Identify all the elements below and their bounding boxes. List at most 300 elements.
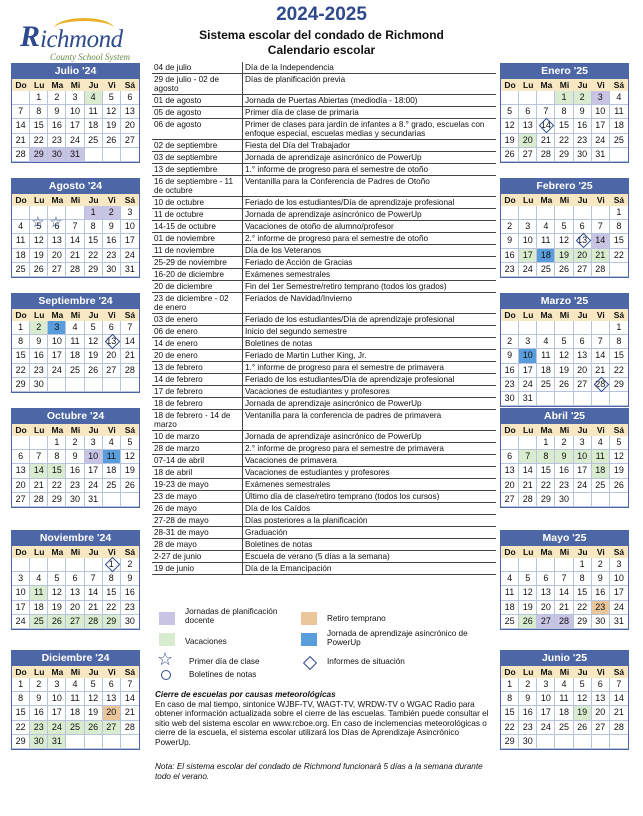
- day-cell: 29: [610, 378, 628, 392]
- month-title: Marzo '25: [501, 294, 628, 309]
- day-cell: 21: [610, 706, 628, 720]
- weekday-label: Lu: [34, 310, 45, 320]
- day-cell: [574, 493, 592, 507]
- day-cell: 31: [85, 493, 103, 507]
- day-cell: 18: [66, 706, 84, 720]
- day-cell: 21: [30, 479, 48, 493]
- day-cell: 10: [610, 572, 628, 586]
- day-cell: 27: [574, 263, 592, 277]
- day-cell: 19: [555, 249, 573, 263]
- event-row: [152, 467, 496, 479]
- day-cell: [66, 206, 84, 220]
- day-cell: 23: [501, 378, 519, 392]
- day-cell: 7: [121, 678, 139, 692]
- day-cell: [592, 321, 610, 335]
- day-cell: 25: [592, 479, 610, 493]
- legend-vacation-label: Vacaciones: [185, 637, 227, 646]
- day-cell: 21: [537, 134, 555, 148]
- event-row: [152, 563, 496, 575]
- day-cell: 11: [501, 586, 519, 600]
- day-grid: [501, 436, 628, 507]
- day-cell: 19: [519, 601, 537, 615]
- month-title: Julio '24: [12, 64, 139, 79]
- weekday-label: Mi: [70, 310, 81, 320]
- day-cell: 17: [592, 119, 610, 133]
- day-cell: 12: [85, 335, 103, 349]
- day-cell: 29: [48, 493, 66, 507]
- district-title: Sistema escolar del condado de Richmond: [199, 28, 444, 42]
- day-cell: 11: [12, 234, 30, 248]
- day-cell: 18: [537, 249, 555, 263]
- day-cell: 3: [66, 91, 84, 105]
- day-cell: 28: [610, 721, 628, 735]
- day-cell: 13: [48, 234, 66, 248]
- month-title: Octubre '24: [12, 409, 139, 424]
- weekday-label: Do: [15, 547, 27, 557]
- day-cell: 2: [30, 321, 48, 335]
- weekday-label: Vi: [107, 310, 116, 320]
- day-cell: 1: [610, 206, 628, 220]
- weekday-label: Do: [15, 667, 27, 677]
- day-cell: 3: [574, 436, 592, 450]
- day-cell: 1: [501, 678, 519, 692]
- event-description: Jornada de aprendizaje asincrónico de PowerUp: [242, 431, 496, 442]
- day-cell: [537, 206, 555, 220]
- day-cell: 1: [555, 91, 573, 105]
- weekday-header-row: [501, 666, 628, 678]
- weekday-label: Lu: [523, 310, 534, 320]
- day-cell: 21: [555, 601, 573, 615]
- event-date: 06 de agosto: [154, 120, 202, 129]
- day-cell: 16: [30, 706, 48, 720]
- weekday-label: Mi: [559, 80, 570, 90]
- day-cell: [519, 91, 537, 105]
- event-description: Último día de clase/retiro temprano (todos los cursos): [242, 491, 496, 502]
- day-cell: 6: [103, 321, 121, 335]
- day-cell: 21: [592, 364, 610, 378]
- day-cell: 26: [85, 721, 103, 735]
- day-cell: 27: [537, 615, 555, 629]
- event-row: [152, 209, 496, 221]
- event-row: [152, 314, 496, 326]
- day-cell: 10: [12, 586, 30, 600]
- day-cell: 17: [66, 119, 84, 133]
- day-cell: 9: [592, 572, 610, 586]
- month-title: Noviembre '24: [12, 531, 139, 546]
- weekday-label: Vi: [107, 667, 116, 677]
- day-cell: [501, 206, 519, 220]
- event-row: [152, 221, 496, 233]
- day-cell: 28: [30, 493, 48, 507]
- day-cell: 24: [48, 721, 66, 735]
- weekday-header-row: [12, 79, 139, 91]
- day-cell: 4: [85, 91, 103, 105]
- day-cell: 2: [30, 678, 48, 692]
- month-title: Mayo '25: [501, 531, 628, 546]
- weekday-label: Vi: [596, 80, 605, 90]
- weekday-label: Ma: [51, 80, 64, 90]
- weekday-label: Lu: [34, 547, 45, 557]
- day-cell: 5: [103, 91, 121, 105]
- event-description: Graduación: [242, 527, 496, 538]
- day-cell: 27: [501, 493, 519, 507]
- day-cell: 26: [610, 479, 628, 493]
- event-date: 25-29 de noviembre: [154, 258, 227, 267]
- day-cell: 6: [592, 678, 610, 692]
- weekday-header-row: [12, 309, 139, 321]
- day-cell: 29: [501, 735, 519, 749]
- event-date: 04 de julio: [154, 63, 192, 72]
- day-cell: 20: [66, 601, 84, 615]
- weekday-label: Vi: [596, 425, 605, 435]
- day-cell: 23: [574, 134, 592, 148]
- logo-name: ichmond: [40, 26, 123, 53]
- weekday-label: Mi: [70, 195, 81, 205]
- day-cell: 12: [555, 349, 573, 363]
- weekday-label: Vi: [596, 195, 605, 205]
- day-cell: 22: [48, 479, 66, 493]
- day-cell: 13: [574, 234, 592, 248]
- event-date: 14 de enero: [154, 339, 198, 348]
- event-row: [152, 74, 496, 95]
- weekday-header-row: [501, 194, 628, 206]
- event-row: [152, 539, 496, 551]
- day-cell: 10: [537, 692, 555, 706]
- day-cell: 22: [30, 134, 48, 148]
- day-cell: [121, 378, 139, 392]
- event-row: [152, 233, 496, 245]
- day-cell: 2: [66, 436, 84, 450]
- day-cell: 1: [103, 558, 121, 572]
- day-cell: 29: [30, 148, 48, 162]
- event-date: 18 de febrero: [154, 399, 203, 408]
- day-cell: 4: [103, 436, 121, 450]
- day-cell: 4: [66, 321, 84, 335]
- day-cell: 4: [610, 91, 628, 105]
- weekday-label: Vi: [596, 310, 605, 320]
- day-cell: 9: [30, 692, 48, 706]
- day-cell: 23: [519, 721, 537, 735]
- day-cell: 22: [555, 134, 573, 148]
- day-cell: 27: [12, 493, 30, 507]
- event-row: [152, 176, 496, 197]
- day-cell: 17: [121, 234, 139, 248]
- day-cell: 28: [555, 615, 573, 629]
- event-row: [152, 443, 496, 455]
- weekday-label: Vi: [596, 667, 605, 677]
- event-description: Primer de clases para jardín de infantes a 8.° grado, escuelas con enfoque especial, escuelas medias y secundarias: [242, 119, 496, 139]
- day-cell: 9: [66, 450, 84, 464]
- event-row: [152, 503, 496, 515]
- event-description: Feriado de los estudiantes/Día de aprendizaje profesional: [242, 374, 496, 385]
- day-cell: 24: [66, 134, 84, 148]
- day-cell: 17: [519, 249, 537, 263]
- day-cell: 28: [66, 263, 84, 277]
- day-cell: 3: [519, 335, 537, 349]
- day-cell: 13: [537, 586, 555, 600]
- day-cell: 24: [121, 249, 139, 263]
- event-row: [152, 362, 496, 374]
- day-cell: 12: [610, 450, 628, 464]
- event-row: [152, 386, 496, 398]
- weekday-label: Ma: [51, 667, 64, 677]
- day-cell: 1: [12, 321, 30, 335]
- event-row: [152, 515, 496, 527]
- day-cell: 26: [103, 134, 121, 148]
- event-date: 19-23 de mayo: [154, 480, 209, 489]
- day-cell: 6: [537, 572, 555, 586]
- weekday-label: Lu: [523, 547, 534, 557]
- event-row: [152, 281, 496, 293]
- logo-letter: R: [20, 20, 41, 53]
- day-cell: 7: [555, 572, 573, 586]
- day-cell: [555, 392, 573, 406]
- event-description: Fin del 1er Semestre/retiro temprano (todos los grados): [242, 281, 496, 292]
- day-cell: [66, 558, 84, 572]
- weekday-label: Sá: [124, 547, 136, 557]
- event-date: 20 de diciembre: [154, 282, 213, 291]
- day-cell: 30: [574, 148, 592, 162]
- day-cell: [85, 735, 103, 749]
- day-cell: 15: [85, 234, 103, 248]
- day-cell: [85, 558, 103, 572]
- day-cell: [610, 735, 628, 749]
- event-date: 16-20 de diciembre: [154, 270, 225, 279]
- weekday-label: Sá: [124, 80, 136, 90]
- day-cell: 25: [555, 721, 573, 735]
- day-cell: 24: [574, 479, 592, 493]
- event-date: 14-15 de octubre: [154, 222, 216, 231]
- day-cell: 11: [592, 450, 610, 464]
- day-cell: 8: [537, 450, 555, 464]
- school-year-title: 2024-2025: [276, 4, 367, 25]
- month-calendar: [500, 293, 629, 407]
- day-cell: 11: [555, 692, 573, 706]
- day-cell: 24: [12, 615, 30, 629]
- weekday-label: Mi: [559, 667, 570, 677]
- event-date: 20 de enero: [154, 351, 198, 360]
- day-cell: 8: [103, 572, 121, 586]
- day-cell: 3: [85, 436, 103, 450]
- day-grid: [12, 91, 139, 162]
- day-cell: 23: [103, 249, 121, 263]
- day-cell: 25: [103, 479, 121, 493]
- day-cell: 8: [12, 335, 30, 349]
- event-date: 01 de agosto: [154, 96, 202, 105]
- weekday-label: Ju: [88, 195, 99, 205]
- day-cell: [501, 558, 519, 572]
- weekday-label: Ma: [540, 425, 553, 435]
- weather-closing-notice: [155, 690, 495, 748]
- day-cell: 26: [121, 479, 139, 493]
- month-title: Septiembre '24: [12, 294, 139, 309]
- day-cell: 6: [574, 335, 592, 349]
- day-cell: 31: [66, 148, 84, 162]
- month-calendar: [11, 530, 140, 630]
- weekday-label: Mi: [559, 195, 570, 205]
- day-grid: [12, 436, 139, 507]
- day-cell: 20: [574, 249, 592, 263]
- day-cell: 16: [66, 464, 84, 478]
- weekday-label: Vi: [107, 195, 116, 205]
- day-cell: 22: [610, 249, 628, 263]
- day-cell: 20: [48, 249, 66, 263]
- day-cell: 15: [574, 586, 592, 600]
- day-cell: 10: [592, 105, 610, 119]
- day-cell: [592, 206, 610, 220]
- day-cell: 14: [592, 349, 610, 363]
- day-cell: 13: [12, 464, 30, 478]
- day-cell: 18: [537, 364, 555, 378]
- weekday-label: Sá: [613, 195, 625, 205]
- event-date: 26 de mayo: [154, 504, 197, 513]
- day-cell: 9: [519, 692, 537, 706]
- day-cell: 15: [103, 586, 121, 600]
- event-description: Feriado de los estudiantes/Día de aprendizaje profesional: [242, 197, 496, 208]
- day-cell: 3: [592, 91, 610, 105]
- day-cell: [537, 321, 555, 335]
- weekday-label: Mi: [70, 547, 81, 557]
- weekday-label: Do: [15, 80, 27, 90]
- day-cell: 27: [66, 615, 84, 629]
- day-cell: 26: [501, 148, 519, 162]
- weekday-label: Do: [504, 195, 516, 205]
- weekday-header-row: [12, 424, 139, 436]
- day-cell: 10: [574, 450, 592, 464]
- day-cell: 29: [85, 263, 103, 277]
- day-cell: 11: [66, 335, 84, 349]
- day-cell: 17: [537, 706, 555, 720]
- event-description: Jornada de aprendizaje asincrónico de PowerUp: [242, 209, 496, 220]
- day-cell: 18: [85, 119, 103, 133]
- day-cell: 6 ☆: [48, 220, 66, 234]
- day-cell: 7: [30, 450, 48, 464]
- day-cell: 14: [519, 464, 537, 478]
- day-cell: 8: [48, 450, 66, 464]
- day-cell: 21: [12, 134, 30, 148]
- event-date: 16 de septiembre - 11 de octubre: [154, 177, 234, 195]
- day-cell: 25: [610, 134, 628, 148]
- weekday-label: Ju: [577, 547, 588, 557]
- event-date: 05 de agosto: [154, 108, 202, 117]
- day-cell: 12: [501, 119, 519, 133]
- day-cell: 18: [592, 464, 610, 478]
- day-cell: 23: [30, 721, 48, 735]
- day-cell: 31: [121, 263, 139, 277]
- day-cell: 3: [121, 206, 139, 220]
- event-date: 11 de octubre: [154, 210, 204, 219]
- month-title: Diciembre '24: [12, 651, 139, 666]
- weekday-label: Ju: [88, 667, 99, 677]
- day-cell: 19: [103, 119, 121, 133]
- day-cell: 14: [555, 586, 573, 600]
- day-cell: 15: [12, 706, 30, 720]
- month-calendar: [500, 650, 629, 750]
- day-cell: 14: [610, 692, 628, 706]
- day-cell: 16: [501, 249, 519, 263]
- event-row: [152, 338, 496, 350]
- event-date: 11 de noviembre: [154, 246, 215, 255]
- circle-icon: [161, 670, 171, 680]
- day-cell: [574, 392, 592, 406]
- day-cell: 31: [519, 392, 537, 406]
- event-description: 1.° informe de progreso para el semestre de primavera: [242, 362, 496, 373]
- day-cell: [537, 91, 555, 105]
- day-cell: 17: [519, 364, 537, 378]
- event-description: Feriados de Navidad/Invierno: [242, 293, 496, 313]
- weekday-label: Sá: [613, 547, 625, 557]
- month-calendar: [500, 178, 629, 278]
- day-cell: [66, 378, 84, 392]
- event-description: Jornada de aprendizaje asincrónico de PowerUp: [242, 398, 496, 409]
- day-cell: 22: [12, 721, 30, 735]
- day-cell: 12: [555, 234, 573, 248]
- event-description: Escuela de verano (5 días a la semana): [242, 551, 496, 562]
- event-date: 03 de septiembre: [154, 153, 218, 162]
- day-cell: 7: [592, 220, 610, 234]
- star-icon: ☆: [157, 649, 174, 669]
- day-cell: 31: [592, 148, 610, 162]
- weekday-label: Sá: [613, 425, 625, 435]
- weekday-label: Ju: [88, 425, 99, 435]
- day-cell: [592, 392, 610, 406]
- day-cell: 24: [537, 721, 555, 735]
- day-cell: 30: [555, 493, 573, 507]
- day-cell: 3: [48, 321, 66, 335]
- day-cell: 4: [555, 678, 573, 692]
- event-row: [152, 431, 496, 443]
- event-description: Día de los Caídos: [242, 503, 496, 514]
- day-cell: [103, 378, 121, 392]
- day-cell: [103, 493, 121, 507]
- day-cell: 5: [85, 678, 103, 692]
- day-cell: 12: [30, 234, 48, 248]
- day-cell: 29: [555, 148, 573, 162]
- day-cell: 18: [30, 601, 48, 615]
- weekday-header-row: [12, 194, 139, 206]
- weekday-label: Mi: [559, 310, 570, 320]
- day-cell: 8: [85, 220, 103, 234]
- day-cell: 25: [12, 263, 30, 277]
- day-cell: 9: [501, 234, 519, 248]
- events-table: [152, 62, 496, 575]
- day-cell: 17: [574, 464, 592, 478]
- day-grid: [501, 91, 628, 162]
- day-cell: 4: [537, 335, 555, 349]
- day-cell: 10: [519, 234, 537, 248]
- day-cell: [48, 558, 66, 572]
- event-description: Jornada de Puertas Abiertas (mediodía - 18:00): [242, 95, 496, 106]
- day-cell: 19: [555, 364, 573, 378]
- day-cell: 19: [121, 464, 139, 478]
- event-row: [152, 398, 496, 410]
- event-row: [152, 152, 496, 164]
- event-date: 13 de febrero: [154, 363, 203, 372]
- event-row: [152, 245, 496, 257]
- day-cell: 13: [519, 119, 537, 133]
- day-cell: 27: [121, 134, 139, 148]
- event-row: [152, 95, 496, 107]
- day-cell: 1: [537, 436, 555, 450]
- day-cell: 7: [66, 220, 84, 234]
- day-cell: 17: [48, 706, 66, 720]
- weekday-label: Vi: [107, 425, 116, 435]
- day-cell: 4: [66, 678, 84, 692]
- day-cell: 5: [48, 572, 66, 586]
- day-cell: 18: [501, 601, 519, 615]
- legend: [155, 607, 495, 683]
- day-cell: 20: [519, 134, 537, 148]
